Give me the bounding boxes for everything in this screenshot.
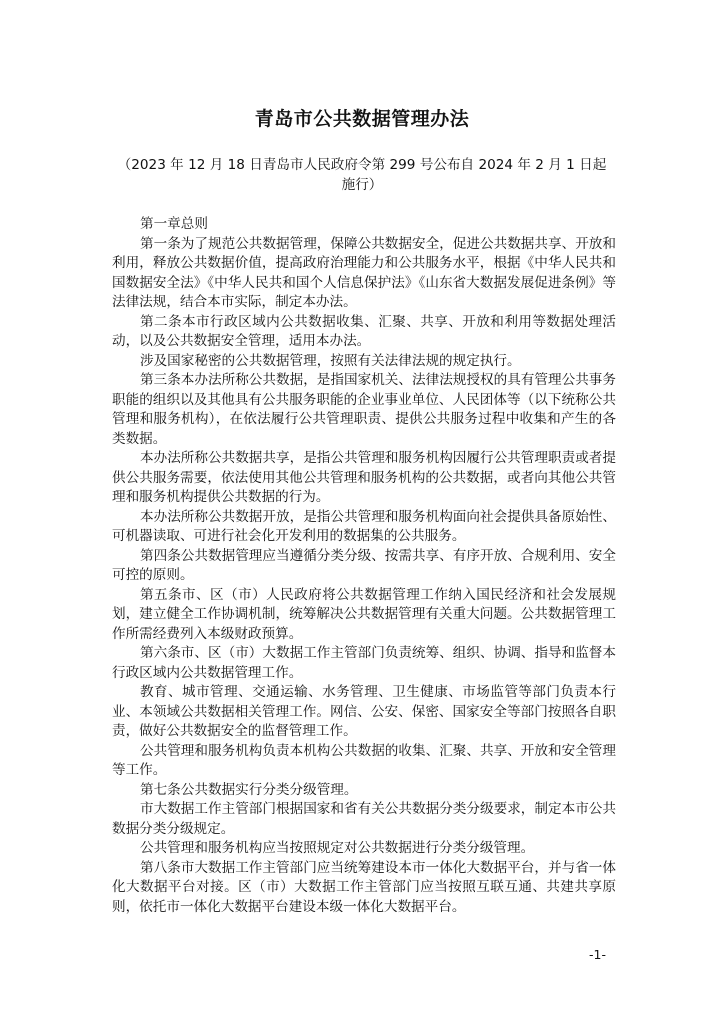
paragraph: 第四条公共数据管理应当遵循分类分级、按需共享、有序开放、合规利用、安全可控的原则。 xyxy=(112,547,616,583)
paragraph: 教育、城市管理、交通运输、水务管理、卫生健康、市场监管等部门负责本行业、本领域公共数据相关管理工作。网信、公安、保密、国家安全等部门按照各自职责，做好公共数据安全的监督管理工作。 xyxy=(112,684,616,739)
paragraph: 本办法所称公共数据共享，是指公共管理和服务机构因履行公共管理职责或者提供公共服务需要，依法使用其他公共管理和服务机构的公共数据，或者向其他公共管理和服务机构提供公共数据的行为。 xyxy=(112,450,616,505)
paragraph: 第六条市、区（市）大数据工作主管部门负责统筹、组织、协调、指导和监督本行政区域内公共数据管理工作。 xyxy=(112,645,616,681)
paragraph: 本办法所称公共数据开放，是指公共管理和服务机构面向社会提供具备原始性、可机器读取、可进行社会化开发利用的数据集的公共服务。 xyxy=(112,508,616,544)
paragraph: 第五条市、区（市）人民政府将公共数据管理工作纳入国民经济和社会发展规划，建立健全工作协调机制，统筹解决公共数据管理有关重大问题。公共数据管理工作所需经费列入本级财政预算。 xyxy=(112,586,616,642)
paragraph: 第二条本市行政区域内公共数据收集、汇聚、共享、开放和利用等数据处理活动，以及公共数据安全管理，适用本办法。 xyxy=(112,313,616,349)
page-number: -1- xyxy=(589,947,606,962)
document-title: 青岛市公共数据管理办法 xyxy=(254,108,470,130)
chapter-heading: 第一章总则 xyxy=(140,216,208,232)
paragraph: 第一条为了规范公共数据管理，保障公共数据安全，促进公共数据共享、开放和利用，释放公共数据价值，提高政府治理能力和公共服务水平，根据《中华人民共和国数据安全法》《中华人民共和国个人信息保护法》《山东省大数据发展促进条例》等法律法规，结合本市实际，制定本办法。 xyxy=(112,235,616,310)
paragraph: 公共管理和服务机构应当按照规定对公共数据进行分类分级管理。 xyxy=(140,840,535,856)
paragraph: 市大数据工作主管部门根据国家和省有关公共数据分类分级要求，制定本市公共数据分类分级规定。 xyxy=(112,801,616,837)
paragraph: 公共管理和服务机构负责本机构公共数据的收集、汇聚、共享、开放和安全管理等工作。 xyxy=(112,742,616,778)
document-body xyxy=(112,215,616,917)
paragraph: 第三条本办法所称公共数据，是指国家机关、法律法规授权的具有管理公共事务职能的组织以及其他具有公共服务职能的企业事业单位、人民团体等（以下统称公共管理和服务机构），在依法履行公共管理职责、提供公共服务过程中收集和产生的各类数据。 xyxy=(112,372,616,447)
paragraph: 第八条市大数据工作主管部门应当统筹建设本市一体化大数据平台，并与省一体化大数据平台对接。区（市）大数据工作主管部门应当按照互联互通、共建共享原则，依托市一体化大数据平台建设本级一体化大数据平台。 xyxy=(112,859,616,915)
document-subtitle: （2023 年 12 月 18 日青岛市人民政府令第 299 号公布自 2024 年 2 月 1 日起施行） xyxy=(117,157,607,193)
paragraph: 第七条公共数据实行分类分级管理。 xyxy=(140,781,358,798)
paragraph: 涉及国家秘密的公共数据管理，按照有关法律法规的规定执行。 xyxy=(140,352,521,369)
